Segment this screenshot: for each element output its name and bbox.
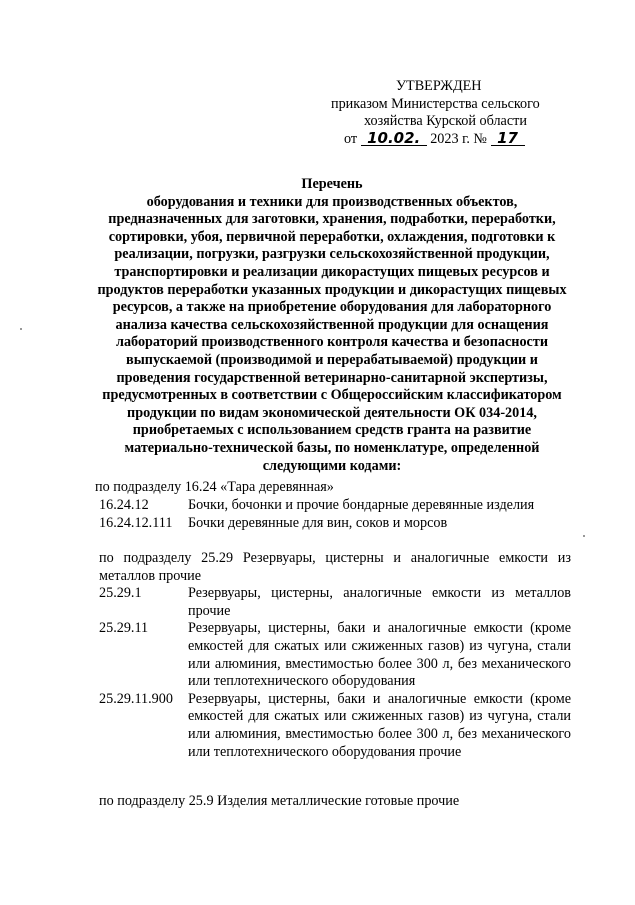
approval-line-ministry: хозяйства Курской области [364, 113, 527, 130]
title-body: оборудования и техники для производственных объектов, предназначенных для заготовки, хранения, подработки, переработки, сортировки, убоя, первичной переработки, охлаждения, подготовки к реализации, погрузки, разгрузки сельскохозяйственной продукции, транспортировки и реализации дикорастущих пищевых ресурсов и продуктов переработки указанных продукции и дикорастущих пищевых ресурсов, а также на приобретение оборудования для лабораторного анализа качества сельскохозяйственной продукции для оснащения лабораторий производственного контроля качества и безопасности выпускаемой (производимой и перерабатываемой) продукции и проведения государственной ветеринарно-санитарной экспертизы, предусмотренных в соответствии с Общероссийским классификатором продукции по видам экономической деятельности ОК 034-2014, приобретаемых с использованием средств гранта на развитие материально-технической базы, по номенклатуре, определенной следующими кодами: [97, 193, 567, 474]
title-heading: Перечень [301, 176, 363, 192]
list-item [99, 620, 571, 690]
section-25-9 [99, 793, 459, 811]
year-number-label: 2023 г. № [430, 130, 487, 147]
approval-heading: УТВЕРЖДЕН [396, 78, 482, 94]
section-16-24 [95, 479, 334, 497]
item-code: 16.24.12.111 [99, 514, 173, 531]
date-prefix: от [344, 130, 358, 147]
item-code: 25.29.1 [99, 585, 142, 602]
document-title [88, 176, 576, 475]
item-description: Резервуары, цистерны, аналогичные емкости из металлов прочие [188, 585, 571, 619]
list-item [99, 515, 571, 533]
scan-speck [20, 328, 22, 330]
list-item [99, 497, 571, 515]
approval-line-date [300, 128, 600, 149]
list-item [99, 691, 571, 761]
item-code: 25.29.11.900 [99, 690, 173, 707]
item-code: 16.24.12 [99, 497, 149, 513]
list-item [99, 585, 571, 620]
approval-block [300, 78, 600, 148]
item-code: 25.29.11 [99, 620, 149, 637]
section-heading: по подразделу 16.24 «Тара деревянная» [95, 479, 334, 495]
item-description: Резервуары, цистерны, баки и аналогичные емкости (кроме емкостей для сжатых или сжиженных газов) из чугуна, стали или алюминия, вместимостью более 300 л, без механического или теплотехнического оборудования [188, 620, 571, 690]
handwritten-date: 10.02. [361, 131, 427, 146]
handwritten-order-number: 17 [491, 131, 525, 146]
item-description: Бочки, бочонки и прочие бондарные деревянные изделия [188, 497, 535, 513]
section-16-24-items [99, 497, 571, 532]
section-25-29 [99, 550, 571, 761]
item-description: Резервуары, цистерны, баки и аналогичные емкости (кроме емкостей для сжатых или сжиженных газов) из чугуна, стали или алюминия, вместимостью более 300 л, без механического или теплотехнического оборудования прочие [188, 690, 571, 760]
section-heading: по подразделу 25.9 Изделия металлические готовые прочие [99, 793, 460, 809]
item-description: Бочки деревянные для вин, соков и морсов [188, 514, 448, 531]
approval-line-order: приказом Министерства сельского [331, 95, 540, 112]
scan-speck [583, 535, 585, 537]
section-heading: по подразделу 25.29 Резервуары, цистерны и аналогичные емкости из металлов прочие [99, 550, 571, 584]
